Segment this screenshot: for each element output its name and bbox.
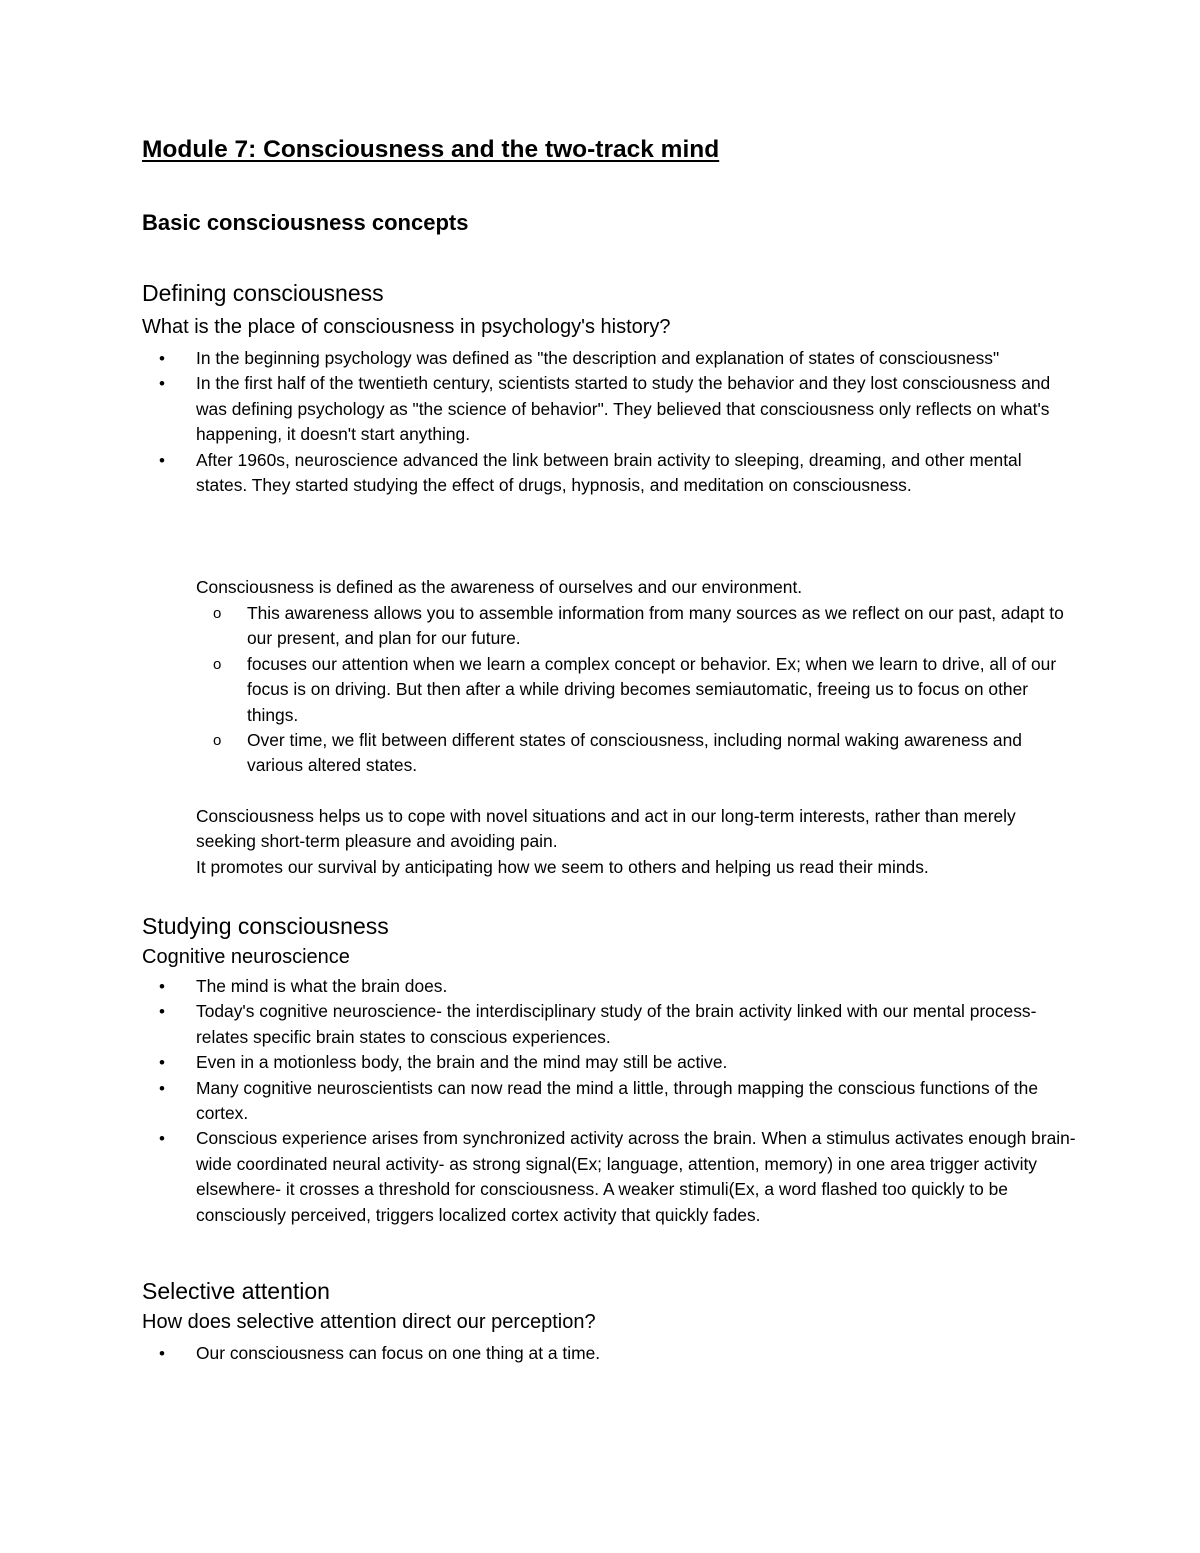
list-item: • The mind is what the brain does. bbox=[0, 974, 1076, 999]
list-item: o This awareness allows you to assemble information from many sources as we reflect on our past, adapt to our present, and plan for our future. bbox=[213, 603, 1064, 649]
definition-paragraph: Consciousness is defined as the awareness of ourselves and our environment. bbox=[196, 577, 803, 597]
bullet-icon: • bbox=[159, 349, 165, 368]
definition-sub-list bbox=[0, 601, 1200, 779]
closing-line-1: Consciousness helps us to cope with novel situations and act in our long-term interests, rather than merely seeking short-term pleasure and avoiding pain. bbox=[196, 806, 1016, 852]
question-selective-attention: How does selective attention direct our perception? bbox=[142, 1311, 596, 1333]
bullet-icon: • bbox=[159, 977, 165, 996]
heading-selective-attention: Selective attention bbox=[142, 1278, 330, 1304]
bullet-icon: • bbox=[159, 1053, 165, 1073]
closing-paragraph bbox=[196, 804, 1076, 880]
bullet-icon: • bbox=[159, 1078, 165, 1098]
circle-bullet-icon: o bbox=[213, 655, 222, 673]
list-item: o focuses our attention when we learn a complex concept or behavior. Ex; when we learn to drive, all of our focus is on driving. But then after a while driving becomes semiautomatic, freeing us to focus on other things. bbox=[213, 653, 1057, 725]
subheading-cognitive-neuroscience: Cognitive neuroscience bbox=[142, 946, 350, 968]
defining-bullet-list bbox=[0, 346, 1200, 498]
bullet-icon: • bbox=[159, 374, 165, 394]
circle-bullet-icon: o bbox=[213, 605, 222, 622]
list-item: • After 1960s, neuroscience advanced the link between brain activity to sleeping, dreaming, and other mental states. They started studying the effect of drugs, hypnosis, and meditation on consciousness. bbox=[159, 449, 1022, 496]
heading-studying-consciousness: Studying consciousness bbox=[142, 913, 389, 939]
circle-bullet-icon: o bbox=[213, 732, 222, 750]
list-item: • Conscious experience arises from synchronized activity across the brain. When a stimulus activates enough brain-wide coordinated neural activity- as strong signal(Ex; language, attention, memory) in one area trigger activity elsewhere- it crosses a threshold for consciousness. A weaker stimuli(Ex, a word flashed too quickly to be consciously perceived, triggers localized cortex activity that quickly fades. bbox=[159, 1128, 1076, 1225]
bullet-icon: • bbox=[159, 1002, 165, 1022]
bullet-icon: • bbox=[159, 450, 165, 470]
heading-defining-consciousness: Defining consciousness bbox=[142, 280, 384, 306]
list-item: o Over time, we flit between different states of consciousness, including normal waking awareness and various altered states. bbox=[213, 730, 1022, 776]
list-item: • Our consciousness can focus on one thing at a time. bbox=[0, 1341, 1076, 1366]
list-item: • Many cognitive neuroscientists can now read the mind a little, through mapping the conscious functions of the cortex. bbox=[159, 1077, 1038, 1124]
closing-line-2: It promotes our survival by anticipating how we seem to others and helping us read their minds. bbox=[196, 856, 929, 877]
list-item: • Even in a motionless body, the brain and the mind may still be active. bbox=[0, 1050, 1076, 1075]
list-item: • Today's cognitive neuroscience- the interdisciplinary study of the brain activity linked with our mental process- relates specific brain states to conscious experiences. bbox=[159, 1001, 1037, 1047]
selective-bullet-list bbox=[0, 1341, 1200, 1366]
list-item: • In the beginning psychology was defined as "the description and explanation of states of consciousness" bbox=[0, 346, 1076, 371]
bullet-icon: • bbox=[159, 1129, 165, 1149]
list-item: • In the first half of the twentieth century, scientists started to study the behavior and they lost consciousness and was defining psychology as "the science of behavior". They believed that consciousness only reflects on what's happening, it doesn't start anything. bbox=[159, 373, 1051, 445]
section-heading-basic-concepts: Basic consciousness concepts bbox=[142, 210, 469, 235]
document-title: Module 7: Consciousness and the two-track mind bbox=[142, 136, 720, 163]
bullet-icon: • bbox=[159, 1344, 165, 1363]
question-place-of-consciousness: What is the place of consciousness in psychology's history? bbox=[142, 316, 671, 338]
studying-bullet-list bbox=[0, 974, 1200, 1228]
